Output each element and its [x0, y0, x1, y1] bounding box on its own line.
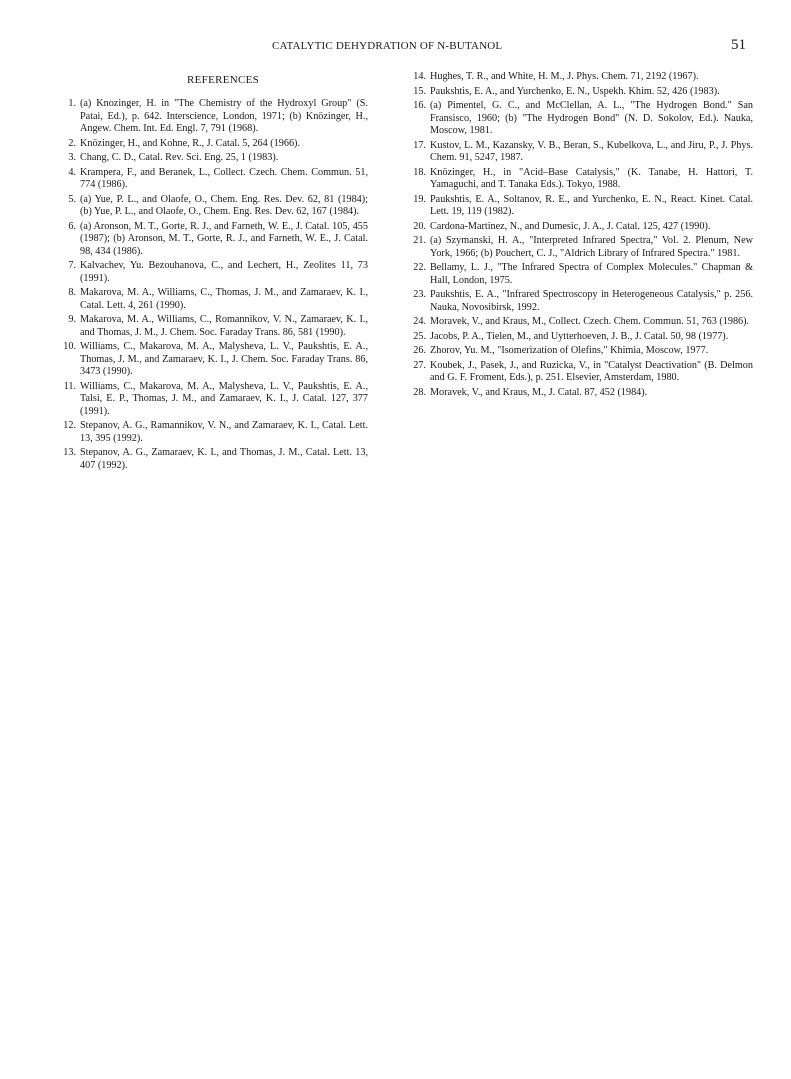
reference-item: [58, 194, 368, 219]
reference-text: (a) Yue, P. L., and Olaofe, O., Chem. Eng. Res. Dev. 62, 81 (1984); (b) Yue, P. L., and Olaofe, O., Chem. Eng. Res. Dev. 62, 167 (1984).: [80, 193, 368, 217]
reference-number: 26.: [413, 345, 426, 356]
reference-item: [408, 140, 753, 165]
reference-item: [408, 316, 753, 329]
reference-number: 19.: [413, 193, 426, 205]
reference-number: 28.: [413, 386, 426, 398]
reference-text: Paukshtis, E. A., Soltanov, R. E., and Yurchenko, E. N., React. Kinet. Catal. Lett. 19, 119 (1982).: [430, 193, 753, 217]
reference-item: [408, 360, 753, 385]
reference-item: [58, 341, 368, 379]
reference-item: [58, 420, 368, 445]
reference-text: Knözinger, H., and Kohne, R., J. Catal. 5, 264 (1966).: [80, 137, 301, 149]
reference-item: [58, 447, 368, 472]
reference-number: 7.: [68, 260, 76, 271]
reference-text: Zhorov, Yu. M., "Isomerization of Olefins," Khimia, Moscow, 1977.: [430, 345, 709, 356]
reference-text: Hughes, T. R., and White, H. M., J. Phys. Chem. 71, 2192 (1967).: [430, 71, 699, 82]
reference-number: 23.: [413, 289, 426, 300]
reference-number: 24.: [413, 316, 426, 327]
reference-item: [408, 194, 753, 219]
reference-text: Krampera, F., and Beranek, L., Collect. Czech. Chem. Commun. 51, 774 (1986).: [80, 166, 368, 190]
reference-number: 12.: [63, 420, 76, 431]
reference-item: [58, 138, 368, 151]
reference-text: Williams, C., Makarova, M. A., Malysheva, L. V., Paukshtis, E. A., Thomas, J. M., and Zamaraev, K. I., J. Chem. Soc. Faraday Trans. 86, 3473 (1990).: [80, 341, 368, 377]
reference-number: 18.: [413, 166, 426, 178]
references-heading: REFERENCES: [187, 74, 260, 86]
reference-number: 14.: [413, 71, 426, 82]
reference-text: Williams, C., Makarova, M. A., Malysheva, L. V., Paukshtis, E. A., Talsi, E. P., Thomas, J. M., and Zamaraev, K. I., J. Catal. 127, 377 (1991).: [80, 380, 368, 417]
reference-text: Paukshtis, E. A., "Infrared Spectroscopy in Heterogeneous Catalysis," p. 256. Nauka, Novosibirsk, 1992.: [430, 289, 753, 313]
reference-item: [58, 314, 368, 339]
reference-text: Stepanov, A. G., Ramannikov, V. N., and Zamaraev, K. I., Catal. Lett. 13, 395 (1992).: [80, 420, 368, 444]
reference-number: 17.: [413, 139, 426, 151]
reference-text: Makarova, M. A., Williams, C., Romannikov, V. N., Zamaraev, K. I., and Thomas, J. M., J. Chem. Soc. Faraday Trans. 86, 581 (1990).: [80, 314, 368, 338]
reference-number: 21.: [413, 235, 426, 246]
reference-item: [408, 235, 753, 260]
reference-item: [408, 100, 753, 138]
reference-number: 13.: [63, 447, 76, 458]
reference-number: 3.: [68, 152, 76, 163]
reference-text: Chang, C. D., Catal. Rev. Sci. Eng. 25, 1 (1983).: [80, 152, 279, 163]
reference-text: Jacobs, P. A., Tielen, M., and Uytterhoeven, J. B., J. Catal. 50, 98 (1977).: [430, 330, 729, 342]
reference-text: Knözinger, H., in "Acid–Base Catalysis," (K. Tanabe, H. Hattori, T. Yamaguchi, and T. Tanaka Eds.). Tokyo, 1988.: [430, 166, 753, 190]
reference-text: Makarova, M. A., Williams, C., Thomas, J. M., and Zamaraev, K. I., Catal. Lett. 4, 261 (1990).: [80, 287, 368, 311]
reference-item: [58, 221, 368, 259]
reference-number: 15.: [413, 85, 426, 97]
reference-number: 1.: [68, 98, 76, 109]
reference-number: 4.: [68, 166, 76, 178]
reference-number: 20.: [413, 220, 426, 232]
reference-text: Moravek, V., and Kraus, M., J. Catal. 87, 452 (1984).: [430, 386, 648, 398]
reference-item: [408, 262, 753, 287]
reference-text: (a) Knozinger, H. in "The Chemistry of the Hydroxyl Group" (S. Patai, Ed.), p. 642. Interscience, London, 1971; (b) Knözinger, H., Angew. Chem. Int. Ed. Engl. 7, 791 (1968).: [80, 98, 368, 134]
reference-number: 22.: [413, 262, 426, 273]
running-header: CATALYTIC DEHYDRATION OF N-BUTANOL: [272, 40, 503, 52]
reference-number: 6.: [68, 220, 76, 232]
reference-number: 11.: [63, 380, 76, 392]
reference-item: [408, 387, 753, 400]
reference-text: Stepanov, A. G., Zamaraev, K. I., and Thomas, J. M., Catal. Lett. 13, 407 (1992).: [80, 447, 368, 471]
reference-text: (a) Pimentel, G. C., and McClellan, A. L., "The Hydrogen Bond." San Fransisco, 1960; (b) "The Hydrogen Bond" (N. D. Sokolov, Ed.). Nauka, Moscow, 1981.: [430, 100, 753, 136]
references-left-column: [58, 98, 368, 474]
reference-text: (a) Aronson, M. T., Gorte, R. J., and Farneth, W. E., J. Catal. 105, 455 (1987); (b) Aronson, M. T., Gorte, R. J., and Farneth, W. E., J. Catal. 98, 434 (1986).: [80, 220, 368, 257]
reference-number: 10.: [63, 341, 76, 352]
reference-item: [408, 86, 753, 99]
reference-item: [408, 221, 753, 234]
reference-number: 27.: [413, 359, 426, 371]
reference-text: Cardona-Martinez, N., and Dumesic, J. A., J. Catal. 125, 427 (1990).: [430, 220, 711, 232]
reference-number: 9.: [68, 314, 76, 325]
reference-text: Moravek, V., and Kraus, M., Collect. Czech. Chem. Commun. 51, 763 (1986).: [430, 316, 750, 327]
page-number: 51: [731, 37, 746, 53]
reference-number: 16.: [413, 100, 426, 111]
reference-item: [58, 287, 368, 312]
references-right-column: [408, 71, 753, 401]
reference-text: (a) Szymanski, H. A., "Interpreted Infrared Spectra," Vol. 2. Plenum, New York, 1966; (b) Pouchert, C. J., "Aldrich Library of Infrared Spectra." 1981.: [430, 235, 753, 259]
reference-text: Koubek, J., Pasek, J., and Ruzicka, V., in "Catalyst Deactivation" (B. Delmon and G. F. Froment, Eds.), p. 251. Elsevier, Amsterdam, 1980.: [430, 359, 753, 383]
reference-item: [408, 331, 753, 344]
reference-text: Paukshtis, E. A., and Yurchenko, E. N., Uspekh. Khim. 52, 426 (1983).: [430, 85, 720, 97]
reference-number: 2.: [68, 137, 76, 149]
reference-item: [58, 98, 368, 136]
reference-text: Kustov, L. M., Kazansky, V. B., Beran, S., Kubelkova, L., and Jiru, P., J. Phys. Chem. 91, 5247, 1987.: [430, 139, 753, 163]
reference-text: Kalvachev, Yu. Bezouhanova, C., and Lechert, H., Zeolites 11, 73 (1991).: [80, 260, 368, 284]
reference-item: [58, 260, 368, 285]
reference-item: [408, 345, 753, 358]
reference-item: [408, 289, 753, 314]
reference-number: 5.: [68, 193, 76, 205]
reference-item: [58, 167, 368, 192]
reference-item: [58, 152, 368, 165]
reference-text: Bellamy, L. J., "The Infrared Spectra of Complex Molecules." Chapman & Hall, London, 1975.: [430, 262, 753, 286]
reference-number: 8.: [68, 287, 76, 298]
reference-item: [408, 167, 753, 192]
reference-item: [408, 71, 753, 84]
reference-item: [58, 381, 368, 419]
reference-number: 25.: [413, 330, 426, 342]
